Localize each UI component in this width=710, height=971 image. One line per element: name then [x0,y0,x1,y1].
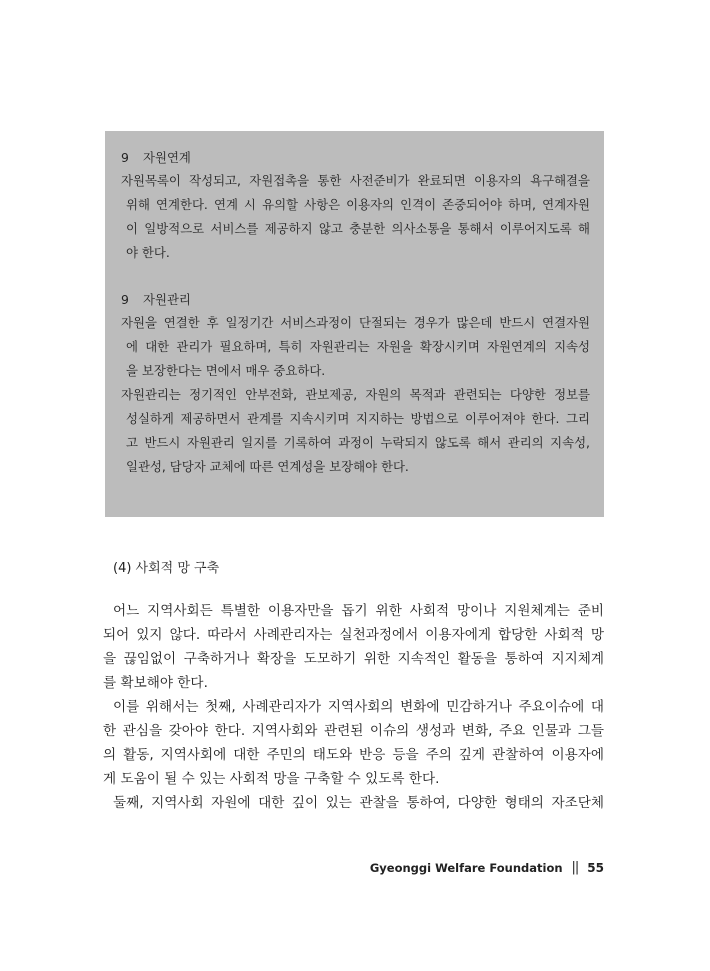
page-footer [370,858,604,878]
box-paragraph-line: 자원목록이 작성되고, 자원접촉을 통한 사전준비가 완료되면 이용자의 욕구해결을 [121,173,590,188]
body-line: 를 확보해야 한다. [103,675,208,691]
footer-separator: || [571,860,579,875]
body-paragraphs [103,599,604,815]
box-paragraph-line: 위해 연계한다. 연계 시 유의할 사항은 이용자의 인격이 존중되어야 하며, 연계자원 [126,197,590,212]
box-heading-number: 9 [121,292,129,307]
body-line: 게 도움이 될 수 있는 사회적 망을 구축할 수 있도록 한다. [103,771,440,787]
info-box [105,131,604,517]
body-line: 어느 지역사회든 특별한 이용자만을 돕기 위한 사회적 망이나 지원체계는 준비 [113,603,604,619]
body-line: 의 활동, 지역사회에 대한 주민의 태도와 반응 등을 주의 깊게 관찰하여 이용자에 [103,747,604,763]
box-paragraph-line: 성실하게 제공하면서 관계를 지속시키며 지지하는 방법으로 이루어져야 한다. 그리 [126,411,590,426]
box-heading-resource-linkage [121,147,590,169]
footer-publisher: Gyeonggi Welfare Foundation [369,861,563,875]
box-heading-title: 자원연계 [143,150,191,165]
box-paragraph-line: 일관성, 담당자 교체에 따른 연계성을 보장해야 한다. [126,459,409,474]
box-paragraph-line: 자원을 연결한 후 일정기간 서비스과정이 단절되는 경우가 많은데 반드시 연결자원 [121,315,590,330]
box-heading-number: 9 [121,150,129,165]
box-paragraph-line: 야 한다. [126,245,170,260]
box-paragraph-line: 고 반드시 자원관리 일지를 기록하여 과정이 누락되지 않도록 해서 관리의 지속성, [126,435,590,450]
body-line: 둘째, 지역사회 자원에 대한 깊이 있는 관찰을 통하여, 다양한 형태의 자조단체 [113,795,604,811]
box-heading-title: 자원관리 [143,292,191,307]
box-paragraph-line: 자원관리는 정기적인 안부전화, 관보제공, 자원의 목적과 관련되는 다양한 정보를 [121,387,590,402]
box-paragraph-line: 이 일방적으로 서비스를 제공하지 않고 충분한 의사소통을 통해서 이루어지도록 해 [126,221,590,236]
box-paragraph-line: 을 보장한다는 면에서 매우 중요하다. [126,363,326,378]
section-title: (4) 사회적 망 구축 [113,561,220,576]
page-number: 55 [587,861,604,875]
body-line: 을 끊임없이 구축하거나 확장을 도모하기 위한 지속적인 활동을 통하여 지지체계 [103,651,604,667]
body-line: 이를 위해서는 첫째, 사례관리자가 지역사회의 변화에 민감하거나 주요이슈에 대 [113,699,604,715]
box-heading-resource-management [121,289,590,311]
body-line: 한 관심을 갖아야 한다. 지역사회와 관련된 이슈의 생성과 변화, 주요 인물과 그들 [103,723,604,739]
box-paragraph-line: 에 대한 관리가 필요하며, 특히 자원관리는 자원을 확장시키며 자원연계의 지속성 [126,339,590,354]
body-line: 되어 있지 않다. 따라서 사례관리자는 실천과정에서 이용자에게 합당한 사회적 망 [103,627,604,643]
